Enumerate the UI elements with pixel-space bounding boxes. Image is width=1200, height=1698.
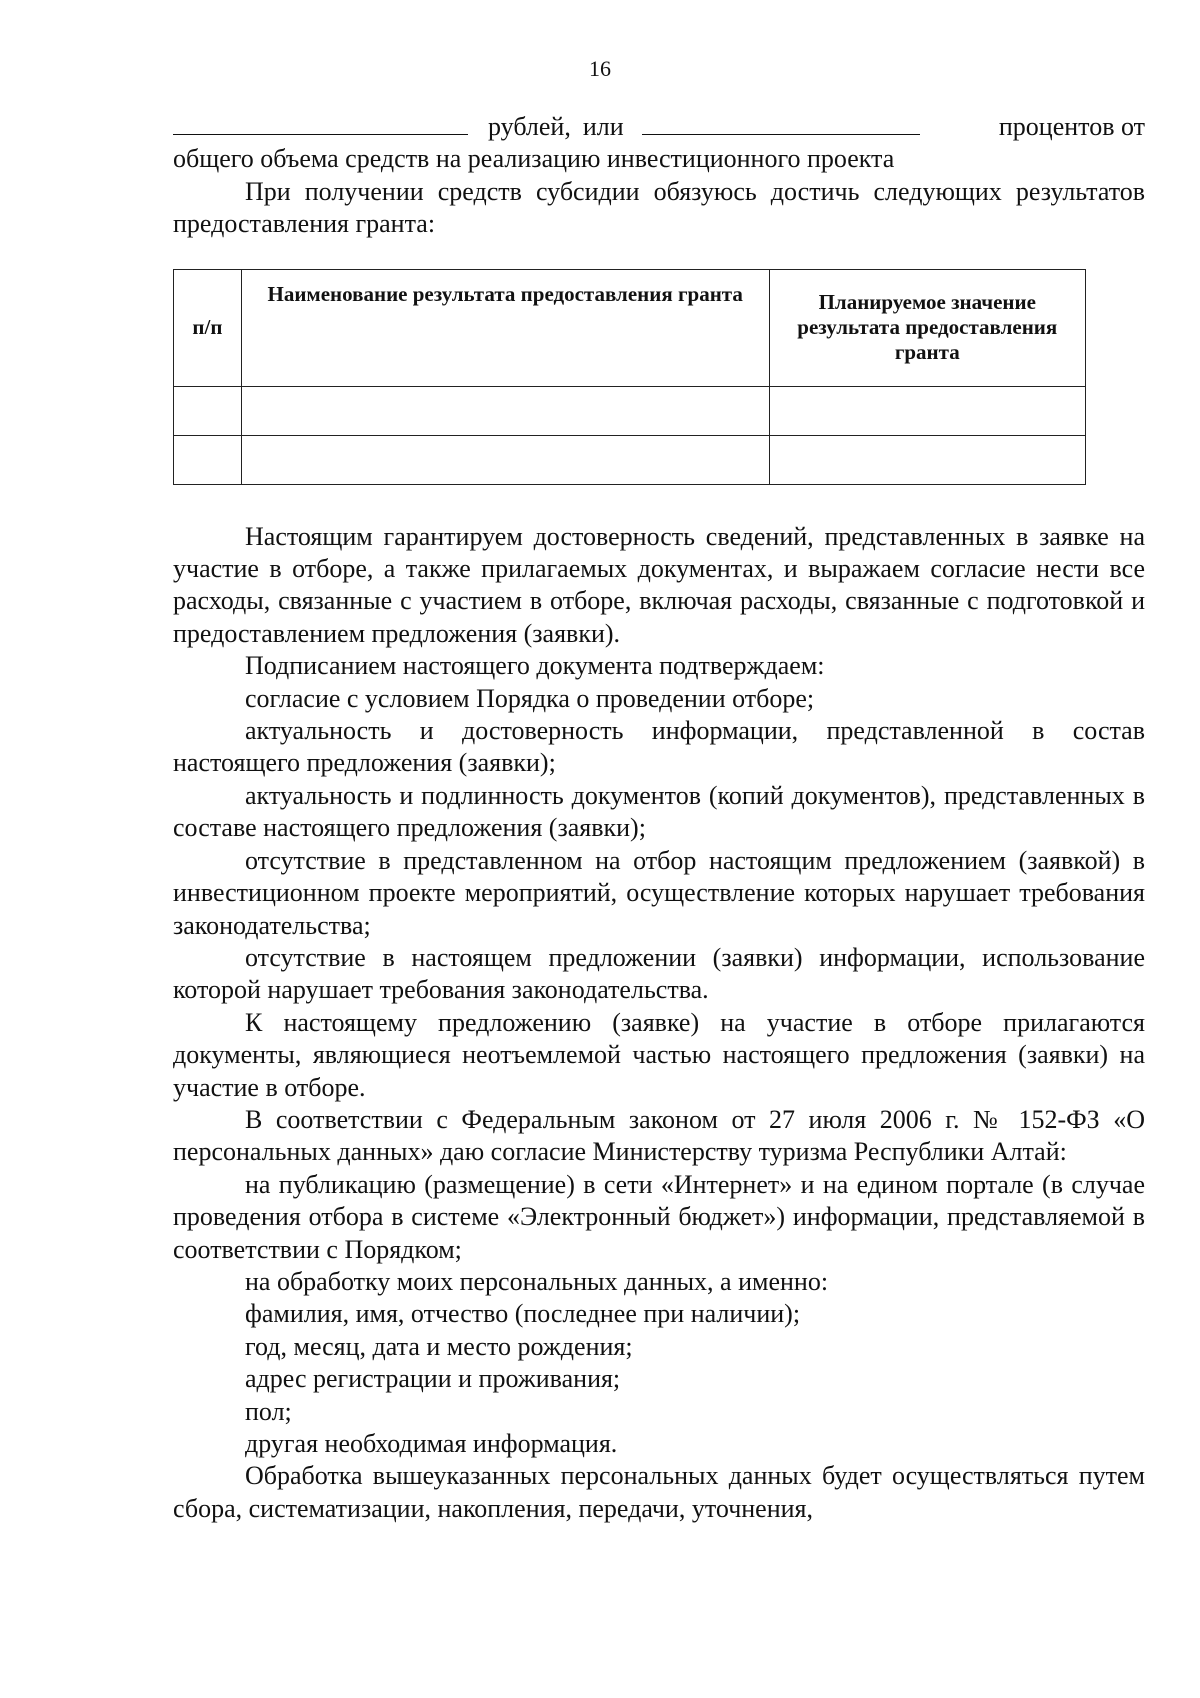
paragraph: В соответствии с Федеральным законом от 27 июля 2006 г. № 152-ФЗ «О персональных данных» даю согласие Министерству туризма Республики Алтай: [173,1104,1145,1167]
intro-line-2: общего объема средств на реализацию инвестиционного проекта [173,144,895,174]
table-cell[interactable] [241,435,769,484]
percent-label: процентов от [998,112,1145,141]
header-number: п/п [174,269,242,386]
rubles-label: рублей, [488,112,571,141]
or-label: или [582,112,624,141]
paragraph: отсутствие в настоящем предложении (заявки) информации, использование которой нарушает требования законодательства. [173,942,1145,1005]
paragraph: пол; [245,1396,292,1426]
paragraph: актуальность и подлинность документов (копий документов), представленных в составе настоящего предложения (заявки); [173,780,1145,843]
commitment-paragraph: При получении средств субсидии обязуюсь достичь следующих результатов предоставления гранта: [173,176,1145,239]
table-cell[interactable] [174,435,242,484]
paragraph: согласие с условием Порядка о проведении отборе; [245,683,815,713]
paragraph: отсутствие в представленном на отбор настоящим предложением (заявкой) в инвестиционном проекте мероприятий, осуществление которых нарушает требования законодательства; [173,845,1145,940]
table-header-row [174,269,1086,386]
paragraph: К настоящему предложению (заявке) на участие в отборе прилагаются документы, являющиеся неотъемлемой частью настоящего предложения (заявки) на участие в отборе. [173,1007,1145,1102]
page-number: 16 [589,56,611,81]
header-result-name: Наименование результата предоставления гранта [241,269,769,386]
paragraph: фамилия, имя, отчество (последнее при наличии); [245,1299,801,1329]
paragraph: год, месяц, дата и место рождения; [245,1331,633,1361]
paragraph: адрес регистрации и проживания; [245,1364,621,1394]
table-row [174,386,1086,435]
table-row [174,435,1086,484]
paragraph: Настоящим гарантируем достоверность сведений, представленных в заявке на участие в отборе, а также прилагаемых документах, и выражаем согласие нести все расходы, связанные с участием в отборе, включая расходы, связанные с подготовкой и предоставлением предложения (заявки). [173,521,1145,648]
paragraph: Обработка вышеуказанных персональных данных будет осуществляться путем сбора, систематизации, накопления, передачи, уточнения, [173,1461,1145,1523]
table-cell[interactable] [769,435,1085,484]
paragraph: на публикацию (размещение) в сети «Интернет» и на едином портале (в случае проведения отбора в системе «Электронный бюджет») информации, представляемой в соответствии с Порядком; [173,1169,1145,1264]
header-planned-value: Планируемое значение результата предоставления гранта [769,269,1085,386]
percent-blank[interactable] [642,110,920,135]
amount-rubles-blank[interactable] [173,110,468,135]
amount-line [173,110,1145,143]
document-body [173,110,1145,1525]
paragraph: Подписанием настоящего документа подтверждаем: [245,651,825,681]
guarantee-section [173,521,1145,1526]
table-cell[interactable] [241,386,769,435]
table-cell[interactable] [769,386,1085,435]
grant-results-table [173,269,1086,485]
paragraph: другая необходимая информация. [245,1429,618,1458]
table-cell[interactable] [174,386,242,435]
paragraph: актуальность и достоверность информации, представленной в состав настоящего предложения (заявки); [173,716,1145,778]
paragraph: на обработку моих персональных данных, а именно: [245,1266,829,1296]
